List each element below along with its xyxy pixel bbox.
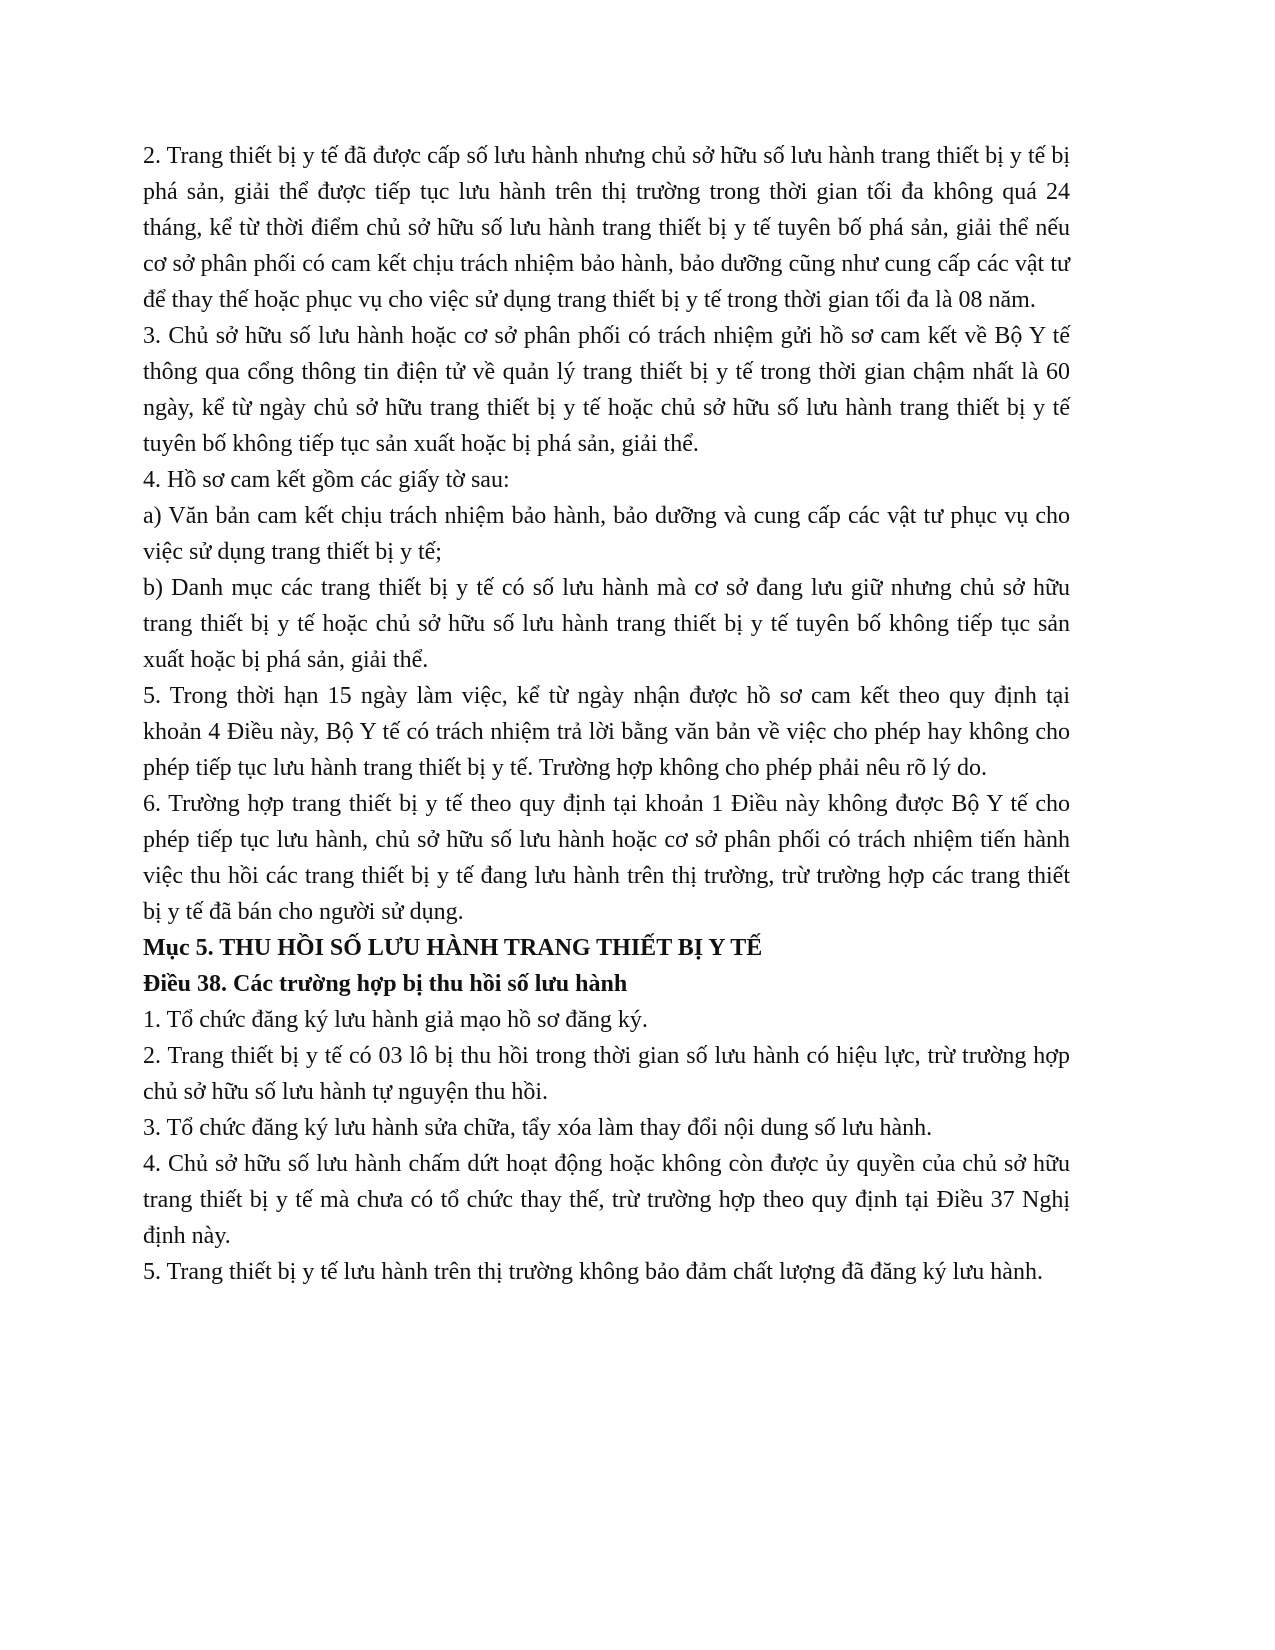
paragraph-clause-4b: b) Danh mục các trang thiết bị y tế có số lưu hành mà cơ sở đang lưu giữ nhưng chủ sở hữu trang thiết bị y tế hoặc chủ sở hữu số lưu hành trang thiết bị y tế tuyên bố không tiếp tục sản xuất hoặc bị phá sản, giải thể. [143, 575, 1070, 673]
paragraph-clause-4a: a) Văn bản cam kết chịu trách nhiệm bảo hành, bảo dưỡng và cung cấp các vật tư phục vụ cho việc sử dụng trang thiết bị y tế; [143, 503, 1070, 565]
document-page [143, 138, 1070, 1290]
article-38-clause-4: 4. Chủ sở hữu số lưu hành chấm dứt hoạt động hoặc không còn được ủy quyền của chủ sở hữu trang thiết bị y tế mà chưa có tổ chức thay thế, trừ trường hợp theo quy định tại Điều 37 Nghị định này. [143, 1151, 1070, 1249]
section-heading: Mục 5. THU HỒI SỐ LƯU HÀNH TRANG THIẾT BỊ Y TẾ [143, 935, 763, 961]
article-38-clause-2: 2. Trang thiết bị y tế có 03 lô bị thu hồi trong thời gian số lưu hành có hiệu lực, trừ trường hợp chủ sở hữu số lưu hành tự nguyện thu hồi. [143, 1043, 1070, 1105]
paragraph-clause-5: 5. Trong thời hạn 15 ngày làm việc, kể từ ngày nhận được hồ sơ cam kết theo quy định tại khoản 4 Điều này, Bộ Y tế có trách nhiệm trả lời bằng văn bản về việc cho phép hay không cho phép tiếp tục lưu hành trang thiết bị y tế. Trường hợp không cho phép phải nêu rõ lý do. [143, 683, 1070, 781]
paragraph-clause-4: 4. Hồ sơ cam kết gồm các giấy tờ sau: [143, 467, 510, 493]
article-heading: Điều 38. Các trường hợp bị thu hồi số lưu hành [143, 971, 628, 997]
article-38-clause-5: 5. Trang thiết bị y tế lưu hành trên thị trường không bảo đảm chất lượng đã đăng ký lưu hành. [143, 1259, 1043, 1285]
paragraph-clause-6: 6. Trường hợp trang thiết bị y tế theo quy định tại khoản 1 Điều này không được Bộ Y tế cho phép tiếp tục lưu hành, chủ sở hữu số lưu hành hoặc cơ sở phân phối có trách nhiệm tiến hành việc thu hồi các trang thiết bị y tế đang lưu hành trên thị trường, trừ trường hợp các trang thiết bị y tế đã bán cho người sử dụng. [143, 791, 1070, 925]
paragraph-clause-3: 3. Chủ sở hữu số lưu hành hoặc cơ sở phân phối có trách nhiệm gửi hồ sơ cam kết về Bộ Y tế thông qua cổng thông tin điện tử về quản lý trang thiết bị y tế trong thời gian chậm nhất là 60 ngày, kể từ ngày chủ sở hữu trang thiết bị y tế hoặc chủ sở hữu số lưu hành trang thiết bị y tế tuyên bố không tiếp tục sản xuất hoặc bị phá sản, giải thể. [143, 323, 1070, 457]
article-38-clause-1: 1. Tổ chức đăng ký lưu hành giả mạo hồ sơ đăng ký. [143, 1007, 648, 1033]
article-38-clause-3: 3. Tổ chức đăng ký lưu hành sửa chữa, tẩy xóa làm thay đổi nội dung số lưu hành. [143, 1115, 933, 1141]
paragraph-clause-2: 2. Trang thiết bị y tế đã được cấp số lưu hành nhưng chủ sở hữu số lưu hành trang thiết bị y tế bị phá sản, giải thể được tiếp tục lưu hành trên thị trường trong thời gian tối đa không quá 24 tháng, kể từ thời điểm chủ sở hữu số lưu hành trang thiết bị y tế tuyên bố phá sản, giải thể nếu cơ sở phân phối có cam kết chịu trách nhiệm bảo hành, bảo dưỡng cũng như cung cấp các vật tư để thay thế hoặc phục vụ cho việc sử dụng trang thiết bị y tế trong thời gian tối đa là 08 năm. [143, 143, 1070, 313]
